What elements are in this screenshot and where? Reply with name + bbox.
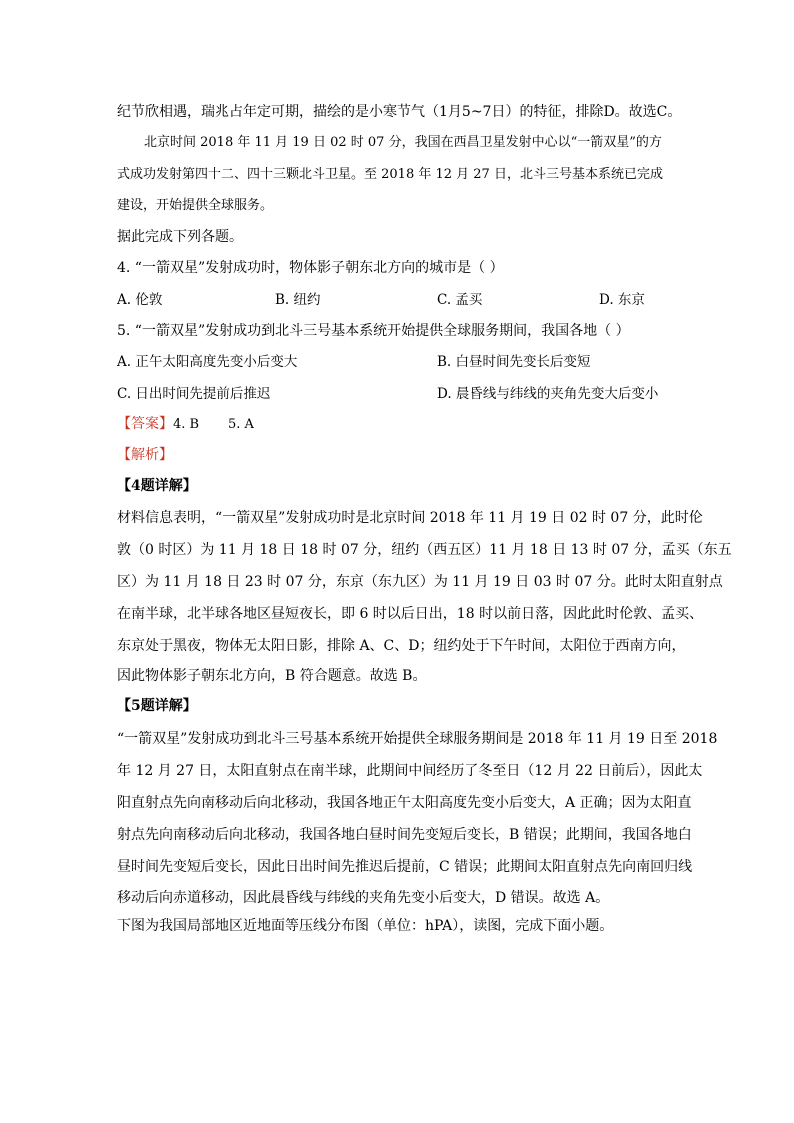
material-line: 北京时间 2018 年 11 月 19 日 02 时 07 分，我国在西昌卫星发射中心以“一箭双星”的方 (144, 135, 662, 150)
q4-option-d: D. 东京 (599, 292, 645, 308)
q4-detail-line: 在南半球，北半球各地区昼短夜长，即 6 时以后日出，18 时以前日落，因此此时伦敦、孟买、 (117, 606, 704, 622)
answer-label: 【答案】 (117, 416, 173, 432)
analysis-label: 【解析】 (117, 447, 173, 463)
q4-detail-line: 区）为 11 月 18 日 23 时 07 分，东京（东九区）为 11 月 19 日 03 时 07 分。此时太阳直射点 (117, 574, 723, 590)
q5-option-c: C. 日出时间先提前后推迟 (117, 386, 271, 402)
q5-detail-line: “一箭双星”发射成功到北斗三号基本系统开始提供全球服务期间是 2018 年 11 月 19 日至 2018 (117, 731, 718, 747)
q4-option-c: C. 孟买 (437, 292, 483, 308)
q4-option-b: B. 纽约 (275, 292, 321, 308)
material-line: 式成功发射第四十二、四十三颗北斗卫星。至 2018 年 12 月 27 日，北斗三号基本系统已完成 (117, 167, 663, 182)
next-section-intro: 下图为我国局部地区近地面等压线分布图（单位：hPA），读图，完成下面小题。 (117, 918, 614, 934)
text-line: 纪节欣相遇，瑞兆占年定可期，描绘的是小寒节气（1月5~7日）的特征，排除D。故选C。 (117, 104, 682, 120)
q4-detail-header: 【4题详解】 (117, 478, 197, 494)
q5-detail-line: 昼时间先变短后变长，因此日出时间先推迟后提前，C 错误；此期间太阳直射点先向南回归线 (117, 859, 693, 875)
question-4: 4. “一箭双星”发射成功时，物体影子朝东北方向的城市是（ ） (117, 260, 504, 276)
q5-detail-line: 射点先向南移动后向北移动，我国各地白昼时间先变短后变长，B 错误；此期间，我国各地白 (117, 827, 692, 843)
q5-detail-line: 阳直射点先向南移动后向北移动，我国各地正午太阳高度先变小后变大，A 正确；因为太阳直 (117, 795, 692, 811)
q5-option-b: B. 白昼时间先变长后变短 (437, 354, 591, 370)
q4-detail-line: 材料信息表明，“一箭双星”发射成功时是北京时间 2018 年 11 月 19 日 02 时 07 分，此时伦 (117, 510, 703, 526)
answer-values: 4. B 5. A (173, 417, 254, 432)
q5-option-d: D. 晨昏线与纬线的夹角先变大后变小 (437, 386, 659, 402)
q5-option-a: A. 正午太阳高度先变小后变大 (117, 354, 298, 370)
instruction-line: 据此完成下列各题。 (117, 229, 243, 245)
question-5: 5. “一箭双星”发射成功到北斗三号基本系统开始提供全球服务期间，我国各地（ ） (117, 323, 630, 339)
q4-detail-line: 敦（0 时区）为 11 月 18 日 18 时 07 分，纽约（西五区）11 月 18 日 13 时 07 分，孟买（东五 (117, 542, 732, 558)
q5-detail-line: 年 12 月 27 日，太阳直射点在南半球，此期间中间经历了冬至日（12 月 22 日前后），因此太 (117, 763, 703, 779)
q4-detail-line: 因此物体影子朝东北方向，B 符合题意。故选 B。 (117, 668, 427, 684)
q4-detail-line: 东京处于黑夜，物体无太阳日影，排除 A、C、D；纽约处于下午时间，太阳位于西南方向， (117, 638, 686, 654)
q4-option-a: A. 伦敦 (117, 292, 163, 308)
q5-detail-line: 移动后向赤道移动，因此晨昏线与纬线的夹角先变小后变大，D 错误。故选 A。 (117, 890, 610, 906)
answer-line (117, 415, 254, 434)
material-line: 建设，开始提供全球服务。 (117, 198, 274, 213)
q5-detail-header: 【5题详解】 (117, 698, 197, 714)
